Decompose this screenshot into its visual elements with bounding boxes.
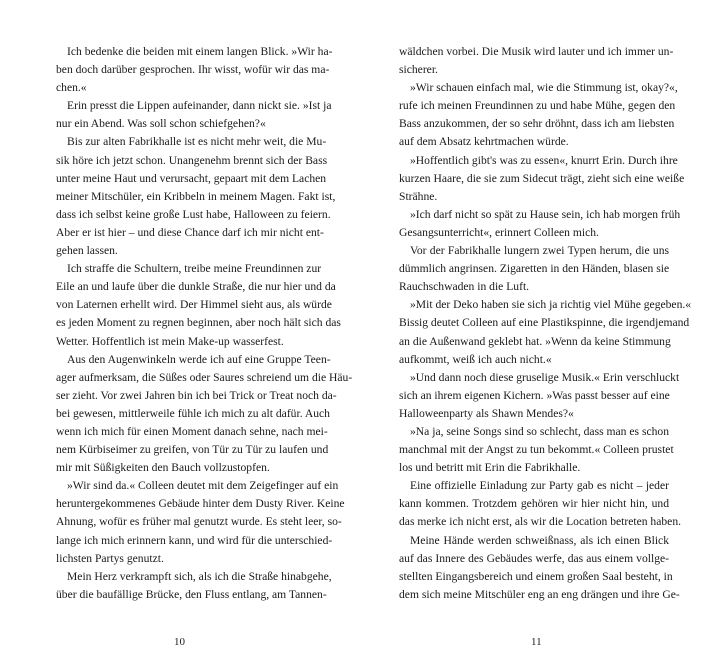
left-page xyxy=(0,0,353,601)
text-line: sicherer. xyxy=(399,63,438,77)
text-line: ager aufmerksam, die Süßes oder Saures schreiend um die Häu- xyxy=(56,370,353,384)
text-line: gehen lassen. xyxy=(56,244,118,258)
text-line: sich an ihrem eigenen Kichern. »Was passt besser auf eine xyxy=(399,388,670,402)
text-line: Bissig deutet Colleen auf eine Plastikspinne, die irgendjemand xyxy=(399,316,690,330)
left-page-text xyxy=(56,43,353,604)
text-line: lichsten Partys genutzt. xyxy=(56,551,164,565)
text-line: dümmlich angrinsen. Zigaretten in den Händen, blasen sie xyxy=(399,262,670,276)
text-line: Meine Hände werden schweißnass, als ich einen Blick xyxy=(410,533,669,547)
text-line: über die baufällige Brücke, den Fluss entlang, am Tannen- xyxy=(56,587,327,601)
text-line: los und betritt mit Erin die Fabrikhalle. xyxy=(399,461,581,475)
text-line: Bis zur alten Fabrikhalle ist es nicht mehr weit, die Mu- xyxy=(67,135,327,149)
text-line: dem sich meine Mitschüler eng an eng drängen und ihre Ge- xyxy=(399,587,680,601)
text-line: lange ich mich erinnern kann, und wird für die unterschied- xyxy=(56,533,333,547)
text-line: von Laternen erhellt wird. Der Himmel sieht aus, als würde xyxy=(56,298,332,312)
text-line: Aber er ist hier – und diese Chance darf ich mir nicht ent- xyxy=(56,225,324,239)
text-line: Bass anzukommen, der so sehr dröhnt, dass ich am liebsten xyxy=(399,117,675,131)
text-line: kurzen Haare, die sie zum Sidecut trägt, zieht sich eine weiße xyxy=(399,171,685,185)
text-line: ben doch darüber gesprochen. Ihr wisst, wofür wir das ma- xyxy=(56,63,330,77)
text-line: Eine offizielle Einladung zur Party gab es nicht – jeder xyxy=(410,479,669,493)
text-line: mir mit Süßigkeiten den Bauch vollzustopfen. xyxy=(56,461,270,475)
text-line: meiner Mitschüler, ein Kribbeln in meinem Magen. Fakt ist, xyxy=(56,189,336,203)
text-line: manchmal mit der Angst zu tun bekommt.« Colleen prustet xyxy=(399,443,674,457)
text-line: »Und dann noch diese gruselige Musik.« Erin verschluckt xyxy=(410,370,680,384)
text-line: Vor der Fabrikhalle lungern zwei Typen herum, die uns xyxy=(410,244,669,258)
text-line: »Wir sind da.« Colleen deutet mit dem Zeigefinger auf ein xyxy=(67,479,339,493)
text-line: Erin presst die Lippen aufeinander, dann nickt sie. »Ist ja xyxy=(67,99,332,113)
text-line: Ich bedenke die beiden mit einem langen Blick. »Wir ha- xyxy=(67,45,333,58)
text-line: Halloweenparty als Shawn Mendes?« xyxy=(399,406,574,420)
text-line: »Ich darf nicht so spät zu Hause sein, ich hab morgen früh xyxy=(410,207,681,221)
text-line: Wetter. Hoffentlich ist mein Make-up wasserfest. xyxy=(56,334,284,348)
text-line: unter meine Haut und verursacht, gepaart mit dem Lachen xyxy=(56,171,327,185)
text-line: »Hoffentlich gibt's was zu essen«, knurrt Erin. Durch ihre xyxy=(410,153,678,167)
text-line: Gesangsunterricht«, erinnert Colleen mich. xyxy=(399,225,599,239)
text-line: Ich straffe die Schultern, treibe meine Freundinnen zur xyxy=(67,262,322,276)
text-line: chen.« xyxy=(56,81,87,95)
text-line: an die Außenwand geklebt hat. »Wenn da keine Stimmung xyxy=(399,334,671,348)
text-line: aufkommt, weiß ich auch nicht.« xyxy=(399,352,552,366)
text-line: wäldchen vorbei. Die Musik wird lauter und ich immer un- xyxy=(399,45,674,58)
text-line: Aus den Augenwinkeln werde ich auf eine Gruppe Teen- xyxy=(67,352,331,366)
text-line: heruntergekommenes Gebäude hinter dem Dusty River. Keine xyxy=(56,497,345,511)
text-line: ser zieht. Vor zwei Jahren bin ich bei Trick or Treat noch da- xyxy=(56,388,337,402)
text-line: Ahnung, wofür es früher mal genutzt wurde. Es steht leer, so- xyxy=(56,515,342,529)
text-line: das merke ich nicht erst, als wir die Location betreten haben. xyxy=(399,515,682,529)
text-line: »Mit der Deko haben sie sich ja richtig viel Mühe gegeben.« xyxy=(410,298,692,312)
text-line: auf das Innere des Gebäudes werfe, das aus einem vollge- xyxy=(399,551,669,565)
right-page xyxy=(385,0,720,601)
page-number-left: 10 xyxy=(174,636,185,648)
text-line: Strähne. xyxy=(399,189,438,203)
text-line: rufe ich meinen Freundinnen zu und habe Mühe, gegen den xyxy=(399,99,676,113)
text-line: »Na ja, seine Songs sind so schlecht, dass man es schon xyxy=(410,424,669,438)
page-number-right: 11 xyxy=(531,636,542,648)
text-line: es jeden Moment zu regnen beginnen, aber noch hält sich das xyxy=(56,316,341,330)
text-line: Rauchschwaden in die Luft. xyxy=(399,280,530,294)
right-page-text xyxy=(399,43,692,604)
text-line: auf dem Absatz kehrtmachen würde. xyxy=(399,135,569,149)
text-line: dass ich selbst keine große Lust habe, Halloween zu feiern. xyxy=(56,207,331,221)
text-line: stellten Eingangsbereich und einem großen Saal besteht, in xyxy=(399,569,673,583)
text-line: kann kommen. Trotzdem gehören wir hier nicht hin, und xyxy=(399,497,669,511)
text-line: Mein Herz verkrampft sich, als ich die Straße hinabgehe, xyxy=(67,569,332,583)
text-line: nur ein Abend. Was soll schon schiefgehen?« xyxy=(56,117,266,131)
text-line: sik höre ich jetzt schon. Unangenehm brennt sich der Bass xyxy=(56,153,328,167)
text-line: Eile an und laufe über die dunkle Straße, die nur hier und da xyxy=(56,280,336,294)
text-line: wenn ich mich für einen Moment danach sehne, nach mei- xyxy=(56,424,328,438)
text-line: »Wir schauen einfach mal, wie die Stimmung ist, okay?«, xyxy=(410,81,678,95)
text-line: bei gewesen, mittlerweile fühle ich mich zu alt dafür. Auch xyxy=(56,406,330,420)
text-line: nem Kürbiseimer zu greifen, von Tür zu Tür zu laufen und xyxy=(56,443,329,457)
